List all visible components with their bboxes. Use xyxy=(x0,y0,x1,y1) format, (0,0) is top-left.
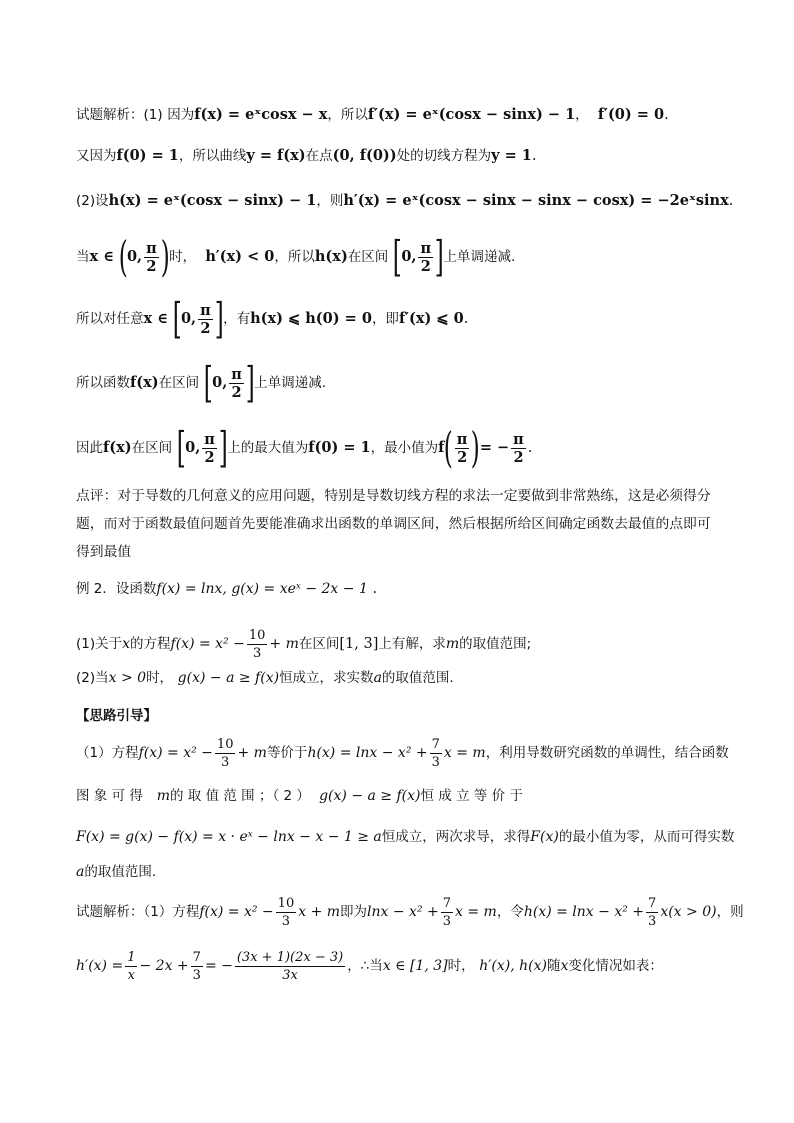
numerator: 7 xyxy=(192,949,201,965)
formula-cond: x ∈ [1, 3] xyxy=(382,958,448,974)
numerator: π xyxy=(231,365,242,383)
formula-eq-b: x + m xyxy=(298,904,341,920)
text: 处的切线方程为 xyxy=(396,148,492,164)
fraction-7-3 xyxy=(430,736,442,771)
denominator: 2 xyxy=(513,448,524,466)
text: 时， xyxy=(447,958,475,974)
comment-line-1: 点评：对于导数的几何意义的应用问题，特别是导数切线方程的求法一定要做到非常熟练，这是必须得分 xyxy=(76,488,711,504)
denominator: 2 xyxy=(457,448,468,466)
fraction-7-3 xyxy=(441,895,453,930)
text: （1）方程 xyxy=(76,745,139,761)
denominator: 3 xyxy=(431,754,440,770)
formula-ineq: h(x) ⩽ h(0) = 0 xyxy=(250,310,372,327)
formula-curve: y = f(x) xyxy=(246,147,306,164)
close-bracket: ] xyxy=(218,423,228,472)
formula-Fx: F(x) xyxy=(530,829,559,845)
fraction-10-3 xyxy=(276,895,297,930)
formula-hprime-neg: h′(x) < 0 xyxy=(205,248,275,265)
formula-eq-b: + m xyxy=(237,745,267,761)
denominator: 2 xyxy=(200,319,211,337)
interval-zero: 0, xyxy=(212,374,228,391)
text: 恒成立，两次求导，求得 xyxy=(381,829,531,845)
formula-point: (0, f(0)) xyxy=(332,147,397,164)
formula-fprime-0: f′(0) = 0 xyxy=(597,106,665,123)
formula-f: f xyxy=(438,439,445,456)
fraction-pi-2 xyxy=(455,431,470,466)
question-number: (1) xyxy=(76,636,96,652)
formula-h-a: h(x) = lnx − x² + xyxy=(523,904,645,920)
formula-mid: − 2x + xyxy=(139,958,189,974)
text: 的最小值为零，从而可得实数 xyxy=(558,829,735,845)
denominator: 2 xyxy=(231,383,242,401)
part-number: (1) xyxy=(143,107,163,123)
formula-fprime: f′(x) = eˣ(cosx − sinx) − 1 xyxy=(367,106,576,123)
var-m: m xyxy=(445,636,460,652)
solution-label: 试题解析： xyxy=(76,107,144,123)
numerator: 10 xyxy=(216,736,234,752)
text: 时， xyxy=(169,249,197,265)
formula-F: F(x) = g(x) − f(x) = x · eˣ − lnx − x − 1 ≥ a xyxy=(76,829,382,845)
formula-eq2-a: lnx − x² + xyxy=(367,904,439,920)
open-bracket: [ xyxy=(176,423,186,472)
text: ，所以曲线 xyxy=(178,148,247,164)
question-1 xyxy=(76,626,531,662)
formula-hprime: h′(x) = eˣ(cosx − sinx − sinx − cosx) = −2eˣsinx xyxy=(343,192,729,209)
interval-zero: 0, xyxy=(401,248,417,265)
text: ，则 xyxy=(716,904,744,920)
numerator: 7 xyxy=(442,895,452,911)
formula-ineq: g(x) − a ≥ f(x) xyxy=(177,670,280,686)
solution-line-3 xyxy=(76,191,733,211)
solution-line-1 xyxy=(76,105,669,125)
text: 又因为 xyxy=(76,148,117,164)
guide-line-2 xyxy=(76,786,523,806)
interval-zero: 0, xyxy=(185,439,201,456)
formula-eq-a: f(x) = x² − xyxy=(199,904,274,920)
formula-max: f(0) = 1 xyxy=(308,439,371,456)
numerator: π xyxy=(456,430,468,448)
formula-ineq2: f′(x) ⩽ 0 xyxy=(398,310,464,327)
denominator: 3 xyxy=(192,967,201,983)
open-paren: ( xyxy=(118,232,128,281)
numerator: π xyxy=(200,301,211,319)
denominator: 3 xyxy=(648,913,657,929)
formula-f0: f(0) = 1 xyxy=(116,147,179,164)
formula-eq2-b: x = m xyxy=(455,904,497,920)
text: 所以对任意 xyxy=(76,311,144,327)
solution-line-5 xyxy=(76,294,469,343)
interval-zero: 0, xyxy=(180,310,197,327)
formula-tangent: y = 1 xyxy=(491,147,532,164)
formula-eq-a: f(x) = x² − xyxy=(170,636,245,652)
period: . xyxy=(728,193,734,209)
formula-fx: f(x) xyxy=(130,374,159,391)
formula-hprime: h′(x) = xyxy=(76,958,124,974)
text: 变化情况如表： xyxy=(568,958,663,974)
formula-defs: f(x) = lnx, g(x) = xeˣ − 2x − 1 xyxy=(156,581,368,597)
fraction-pi-2 xyxy=(144,240,159,275)
solution2-line-1 xyxy=(76,892,744,932)
var-a: a xyxy=(76,864,85,880)
formula-h-a: h(x) = lnx − x² + xyxy=(307,745,428,761)
solution2-line-2 xyxy=(76,946,663,986)
text: ，最小值为 xyxy=(370,440,439,456)
text: 当 xyxy=(76,249,90,265)
text: ， xyxy=(575,107,589,123)
guide-line-1 xyxy=(76,733,729,773)
text: 随 xyxy=(547,958,561,974)
numerator: (3x + 1)(2x − 3) xyxy=(236,949,344,965)
text: ，∴当 xyxy=(347,958,383,974)
text: 的方程 xyxy=(130,636,171,652)
var-x: x xyxy=(560,958,569,974)
text: 即为 xyxy=(340,904,368,920)
period: . xyxy=(664,107,669,123)
fraction-7-3 xyxy=(191,949,203,984)
close-bracket: ] xyxy=(245,358,255,407)
fraction-pi-2 xyxy=(202,431,217,466)
formula-ineq: g(x) − a ≥ f(x) xyxy=(319,788,421,804)
numerator: 10 xyxy=(248,627,266,643)
fraction-10-3 xyxy=(247,627,268,662)
text: ，利用导数研究函数的单调性，结合函数 xyxy=(485,745,729,761)
formula-eq-a: f(x) = x² − xyxy=(138,745,213,761)
formula-fx: f(x) xyxy=(103,439,132,456)
formula-interval: [1, 3] xyxy=(339,636,379,652)
fraction-big xyxy=(235,949,345,984)
text: 试题解析：（1）方程 xyxy=(76,904,200,920)
denominator: 2 xyxy=(420,257,431,275)
formula-eq: = − xyxy=(204,958,233,974)
text: ，则 xyxy=(316,193,344,209)
text: ，即 xyxy=(371,311,399,327)
fraction-10-3 xyxy=(215,736,236,771)
close-paren: ) xyxy=(160,232,170,281)
text: 等价于 xyxy=(266,745,308,761)
denominator: 3 xyxy=(221,754,230,770)
solution-line-2 xyxy=(76,146,537,166)
fraction-pi-2 xyxy=(198,302,213,337)
text: 上的最大值为 xyxy=(227,440,309,456)
formula-x-in: x ∈ xyxy=(143,310,168,327)
formula-hx: h(x) xyxy=(314,248,348,265)
period: . xyxy=(527,440,533,456)
guide-title: 【思路引导】 xyxy=(76,708,157,724)
formula-fns: h′(x), h(x) xyxy=(479,958,547,974)
text: 的取值范围. xyxy=(381,670,454,686)
period: . xyxy=(367,581,378,597)
var-x: x xyxy=(122,636,131,652)
open-bracket: [ xyxy=(392,232,402,281)
text: 在点 xyxy=(305,148,333,164)
text: 图 象 可 得 xyxy=(76,788,143,804)
fraction-pi-2 xyxy=(418,240,433,275)
open-paren: ( xyxy=(444,423,454,472)
guide-line-4 xyxy=(76,862,156,882)
text: 在区间 xyxy=(158,375,200,391)
formula-eq-b: + m xyxy=(269,636,299,652)
interval-zero: 0, xyxy=(126,248,143,265)
numerator: 1 xyxy=(127,949,136,965)
formula-h-b: x = m xyxy=(443,745,486,761)
example-2-heading xyxy=(76,579,377,599)
formula-x-in: x ∈ xyxy=(89,248,114,265)
period: . xyxy=(531,148,537,164)
numerator: 7 xyxy=(431,736,440,752)
text: 设 xyxy=(95,193,109,209)
text: 上单调递减. xyxy=(254,375,327,391)
question-2 xyxy=(76,668,454,688)
text: 在区间 xyxy=(131,440,173,456)
close-paren: ) xyxy=(471,423,481,472)
text: 上单调递减. xyxy=(443,249,516,265)
denominator: 2 xyxy=(146,257,157,275)
solution-line-4 xyxy=(76,232,516,281)
text: 恒 成 立 等 价 于 xyxy=(420,788,523,804)
denominator: 2 xyxy=(204,448,215,466)
fraction-1-x xyxy=(125,949,137,984)
numerator: π xyxy=(513,430,524,448)
numerator: 10 xyxy=(277,895,295,911)
close-bracket: ] xyxy=(214,294,224,343)
numerator: 7 xyxy=(648,895,657,911)
period: . xyxy=(463,311,469,327)
formula-h: h(x) = eˣ(cosx − sinx) − 1 xyxy=(108,192,317,209)
formula-cond: x > 0 xyxy=(108,670,147,686)
text: ，有 xyxy=(223,311,251,327)
text: 因为 xyxy=(167,107,195,123)
text: ，所以 xyxy=(274,249,315,265)
fraction-7-3 xyxy=(646,895,658,930)
denominator: 3 xyxy=(252,645,262,661)
guide-line-3 xyxy=(76,827,734,847)
denominator: x xyxy=(127,967,136,983)
text: 的 取 值 范 围 ；（ 2 ） xyxy=(169,788,310,804)
text: 所以函数 xyxy=(76,375,130,391)
question-number: (2) xyxy=(76,670,96,686)
example-title: 例 2．设函数 xyxy=(76,581,157,597)
formula-f: f(x) = eˣcosx − x xyxy=(194,106,328,123)
open-bracket: [ xyxy=(203,358,213,407)
var-a: a xyxy=(373,670,382,686)
text: 恒成立，求实数 xyxy=(279,670,374,686)
numerator: π xyxy=(420,239,432,257)
formula-eq: = − xyxy=(479,439,510,456)
text: 因此 xyxy=(76,440,103,456)
text: 的取值范围; xyxy=(459,636,532,652)
solution-line-7 xyxy=(76,423,533,472)
var-m: m xyxy=(156,788,170,804)
text: 的取值范围. xyxy=(84,864,157,880)
text: ，令 xyxy=(496,904,524,920)
text: 在区间 xyxy=(347,249,389,265)
open-bracket: [ xyxy=(172,294,182,343)
denominator: 3x xyxy=(282,967,298,983)
close-bracket: ] xyxy=(434,232,444,281)
comment-line-3: 得到最值 xyxy=(76,544,132,560)
part-number: (2) xyxy=(76,193,96,209)
numerator: π xyxy=(146,239,157,257)
text: 关于 xyxy=(95,636,123,652)
denominator: 3 xyxy=(442,913,452,929)
text: 当 xyxy=(95,670,109,686)
solution-line-6 xyxy=(76,358,327,407)
fraction-pi-2 xyxy=(229,366,244,401)
comment-line-2: 题，而对于函数最值问题首先要能准确求出函数的单调区间，然后根据所给区间确定函数去最值的点即可 xyxy=(76,516,711,532)
text: 在区间 xyxy=(298,636,340,652)
formula-h-b: x(x > 0) xyxy=(660,904,717,920)
denominator: 3 xyxy=(281,913,291,929)
text: 上有解，求 xyxy=(378,636,446,652)
text: 时， xyxy=(146,670,174,686)
fraction-pi-2 xyxy=(511,431,526,466)
text: ，所以 xyxy=(327,107,368,123)
numerator: π xyxy=(204,430,215,448)
